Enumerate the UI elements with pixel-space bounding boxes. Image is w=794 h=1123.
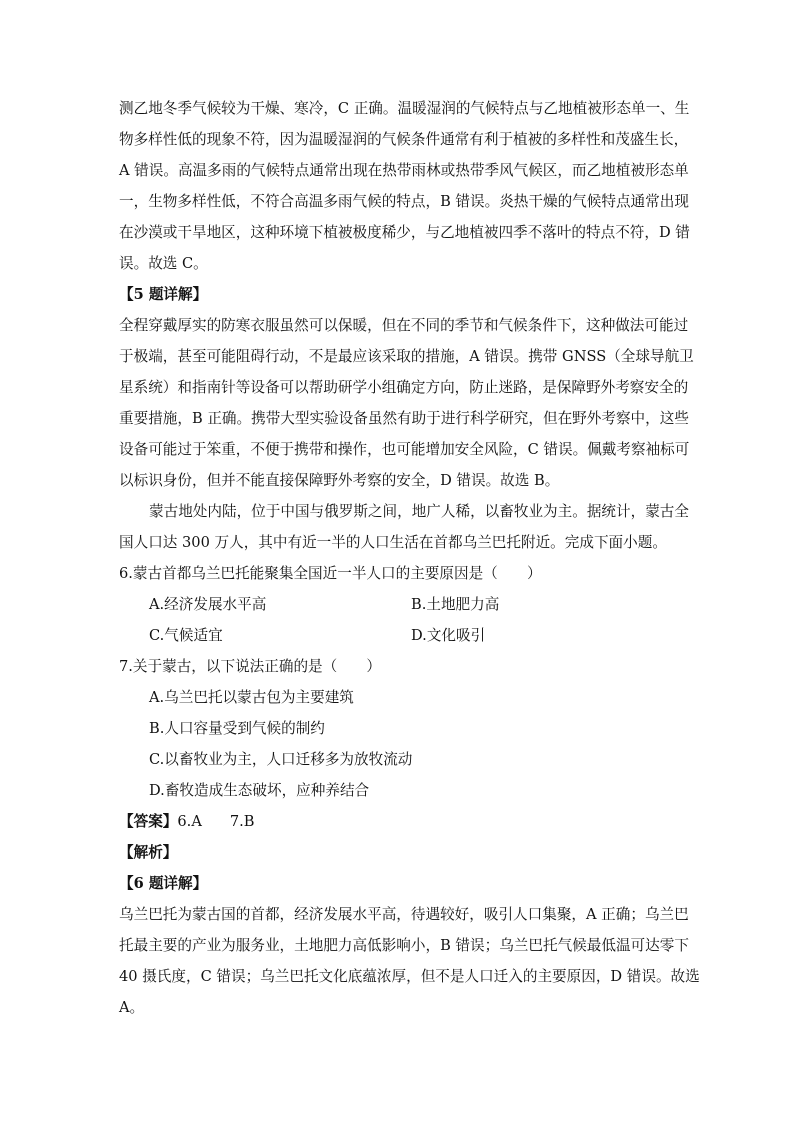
- question-7: [119, 651, 679, 806]
- q5-explanation: [119, 310, 694, 496]
- question-stem: 7.关于蒙古，以下说法正确的是（ ）: [119, 658, 382, 675]
- q6-explanation: [119, 899, 700, 1023]
- q5-heading: 【5 题详解】: [119, 286, 208, 303]
- option-d: D.畜牧造成生态破坏，应种养结合: [149, 782, 370, 799]
- paragraph-line: 星系统）和指南针等设备可以帮助研学小组确定方向，防止迷路，是保障野外考察安全的: [119, 379, 689, 396]
- option-a: A.乌兰巴托以蒙古包为主要建筑: [149, 689, 354, 706]
- paragraph-line: 40 摄氏度，C 错误；乌兰巴托文化底蕴浓厚，但不是人口迁入的主要原因，D 错误。故选: [119, 968, 700, 985]
- paragraph-line: 重要措施，B 正确。携带大型实验设备虽然有助于进行科学研究，但在野外考察中，这些: [119, 410, 689, 427]
- paragraph-line: 国人口达 300 万人，其中有近一半的人口生活在首都乌兰巴托附近。完成下面小题。: [119, 534, 667, 551]
- paragraph-line: 物多样性低的现象不符，因为温暖湿润的气候条件通常有利于植被的多样性和茂盛生长，: [119, 131, 689, 148]
- paragraph-line: 托最主要的产业为服务业，土地肥力高低影响小，B 错误；乌兰巴托气候最低温可达零下: [119, 937, 689, 954]
- material-paragraph: [119, 496, 689, 558]
- option-row: [119, 620, 679, 651]
- question-6: [119, 558, 679, 651]
- analysis-heading: 【解析】: [119, 844, 178, 861]
- paragraph-line: 测乙地冬季气候较为干燥、寒冷，C 正确。温暖湿润的气候特点与乙地植被形态单一、生: [119, 100, 690, 117]
- option-row: [119, 589, 679, 620]
- paragraph-line: 于极端，甚至可能阻碍行动，不是最应该采取的措施，A 错误。携带 GNSS（全球导航卫: [119, 348, 694, 365]
- paragraph-line: 在沙漠或干旱地区，这种环境下植被极度稀少，与乙地植被四季不落叶的特点不符，D 错: [119, 224, 690, 241]
- page-content: [119, 93, 700, 1023]
- option-c: C.气候适宜: [149, 627, 223, 644]
- paragraph-line: 以标识身份，但并不能直接保障野外考察的安全，D 错误。故选 B。: [119, 472, 560, 489]
- option-b: B.土地肥力高: [411, 596, 500, 613]
- paragraph-line: A。: [119, 999, 145, 1016]
- answer-6: 6.A: [177, 813, 202, 830]
- q6-heading: 【6 题详解】: [119, 875, 208, 892]
- option-b: B.人口容量受到气候的制约: [149, 720, 325, 737]
- paragraph-line: 一，生物多样性低，不符合高温多雨气候的特点，B 错误。炎热干燥的气候特点通常出现: [119, 193, 689, 210]
- option-c: C.以畜牧业为主，人口迁移多为放牧流动: [149, 751, 413, 768]
- option-d: D.文化吸引: [411, 627, 486, 644]
- option-a: A.经济发展水平高: [149, 596, 267, 613]
- question-stem: 6.蒙古首都乌兰巴托能聚集全国近一半人口的主要原因是（ ）: [119, 565, 542, 582]
- answer-label: 【答案】: [119, 813, 178, 830]
- paragraph-line: 蒙古地处内陆，位于中国与俄罗斯之间，地广人稀，以畜牧业为主。据统计，蒙古全: [149, 503, 689, 520]
- paragraph-line: 误。故选 C。: [119, 255, 208, 272]
- paragraph-line: 设备可能过于笨重，不便于携带和操作，也可能增加安全风险，C 错误。佩戴考察袖标可: [119, 441, 690, 458]
- paragraph-line: 全程穿戴厚实的防寒衣服虽然可以保暖，但在不同的季节和气候条件下，这种做法可能过: [119, 317, 689, 334]
- q4-explanation: [119, 93, 690, 279]
- answer-line: [119, 806, 679, 837]
- paragraph-line: A 错误。高温多雨的气候特点通常出现在热带雨林或热带季风气候区，而乙地植被形态单: [119, 162, 689, 179]
- answer-7: 7.B: [229, 813, 255, 830]
- paragraph-line: 乌兰巴托为蒙古国的首都，经济发展水平高，待遇较好，吸引人口集聚，A 正确；乌兰巴: [119, 906, 689, 923]
